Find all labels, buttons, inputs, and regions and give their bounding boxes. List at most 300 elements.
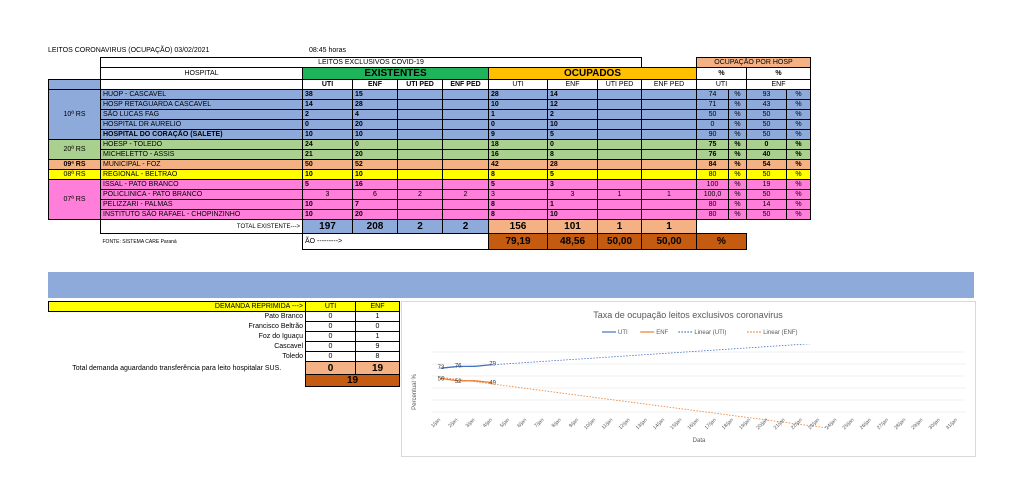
city-name: Toledo [49, 352, 306, 362]
cell: 5 [548, 130, 598, 140]
blue-band [48, 272, 974, 298]
cell: 6 [353, 190, 398, 200]
rs-label: 10ª RS [49, 90, 101, 140]
cell [398, 180, 443, 190]
hospital-header: HOSPITAL [101, 68, 303, 80]
cell: % [729, 160, 747, 170]
cell: 0 [747, 140, 787, 150]
table-row [49, 130, 811, 140]
x-tick-label: 21/jan [772, 417, 787, 432]
x-tick-label: 11/jan [600, 417, 615, 431]
cell: 50 [747, 210, 787, 220]
cell [443, 120, 489, 130]
cell: % [729, 190, 747, 200]
cell: % [729, 130, 747, 140]
hospital-name: HOSP RETAGUARDA CASCAVEL [101, 100, 303, 110]
legend-label: Linear (UTI) [694, 330, 727, 336]
chart-title: Taxa de ocupação leitos exclusivos coronavirus [593, 310, 783, 320]
data-label: 76 [454, 363, 462, 370]
x-tick-label: 15/jan [669, 417, 684, 432]
cell [398, 140, 443, 150]
chart-x-label: Data [692, 438, 706, 444]
cell: 0 [306, 312, 356, 322]
pct-cell: 50,00 [598, 234, 642, 250]
x-tick-label: 24/jan [824, 417, 839, 432]
series-line [441, 377, 958, 445]
total-cell: 156 [489, 220, 548, 234]
cell: 4 [353, 110, 398, 120]
city-name: Foz do Iguaçu [49, 332, 306, 342]
demanda-row [49, 342, 445, 352]
cell: 10 [489, 100, 548, 110]
cell: 50 [747, 130, 787, 140]
x-tick-label: 2/jan [447, 417, 460, 430]
data-label: 49 [489, 380, 496, 387]
hospital-name: HOESP - TOLEDO [101, 140, 303, 150]
cell: % [787, 130, 811, 140]
cell [598, 180, 642, 190]
table-row [49, 110, 811, 120]
cell: 9 [489, 130, 548, 140]
cell: 10 [303, 170, 353, 180]
cell: 1 [489, 110, 548, 120]
cell [598, 170, 642, 180]
cell: % [729, 140, 747, 150]
cell [598, 140, 642, 150]
cell: 0 [353, 140, 398, 150]
table-row [49, 200, 811, 210]
col-enf: ENF [353, 80, 398, 90]
cell: % [729, 210, 747, 220]
cell: % [787, 120, 811, 130]
cell: % [729, 150, 747, 160]
fonte-text: FONTE: SISTEMA CARE Paraná [102, 238, 177, 245]
cell [443, 150, 489, 160]
cell: 9 [356, 342, 400, 352]
table-row [49, 140, 811, 150]
series-line [441, 378, 493, 382]
cell: % [729, 180, 747, 190]
hospital-name: MICHELETTO - ASSIS [101, 150, 303, 160]
x-tick-label: 1/jan [430, 417, 443, 430]
city-name: Francisco Beltrão [49, 322, 306, 332]
chart-grid [432, 352, 966, 412]
cell: 50 [303, 160, 353, 170]
occupancy-title: OCUPAÇÃO POR HOSP [697, 58, 811, 68]
cell: 8 [489, 200, 548, 210]
x-tick-label: 16/jan [686, 417, 701, 432]
pct-cell: % [697, 234, 747, 250]
cell: % [729, 200, 747, 210]
x-tick-label: 20/jan [755, 417, 770, 432]
demanda-uti-header: UTI [306, 302, 356, 312]
series-line [441, 365, 493, 369]
cell [398, 120, 443, 130]
demanda-row [49, 352, 445, 362]
cell: 90 [697, 130, 729, 140]
sheet-title: LEITOS CORONAVIRUS (OCUPAÇÃO) 03/02/2021 [48, 47, 210, 54]
total-cell: 208 [353, 220, 398, 234]
pct-cell: 48,56 [548, 234, 598, 250]
x-tick-label: 18/jan [720, 417, 735, 432]
cell: 100,0 [697, 190, 729, 200]
cell: 18 [489, 140, 548, 150]
cell [598, 160, 642, 170]
cell: % [787, 200, 811, 210]
pct-cell: 79,19 [489, 234, 548, 250]
x-tick-label: 22/jan [789, 417, 804, 432]
cell: % [729, 120, 747, 130]
col-enf-ped: ENF PED [443, 80, 489, 90]
cell [443, 210, 489, 220]
cell: 20 [353, 210, 398, 220]
total-cell: 1 [598, 220, 642, 234]
rs-label: 09ª RS [49, 160, 101, 170]
cell: 1 [598, 190, 642, 200]
x-tick-label: 9/jan [567, 417, 580, 430]
cell: % [787, 100, 811, 110]
cell: 3 [548, 190, 598, 200]
total-label: TOTAL EXISTENTE---> [101, 220, 303, 234]
cell [598, 110, 642, 120]
data-label: 56 [437, 376, 445, 383]
time-label: 08:45 horas [309, 47, 346, 54]
demanda-table [48, 301, 445, 387]
demanda-note: Total demanda aguardando transferência para leito hospitalar SUS. [49, 362, 306, 375]
table-row [49, 120, 811, 130]
cell: % [729, 170, 747, 180]
cell [598, 150, 642, 160]
legend-label: ENF [656, 330, 669, 336]
cell [642, 120, 697, 130]
cell: 10 [353, 130, 398, 140]
sum-cell: 19 [356, 362, 400, 375]
cell [398, 170, 443, 180]
x-tick-label: 26/jan [858, 417, 873, 432]
rs-label: 08ª RS [49, 170, 101, 180]
col-o-uti: UTI [489, 80, 548, 90]
x-tick-label: 8/jan [550, 417, 563, 430]
cell: 8 [489, 170, 548, 180]
occupancy-chart [401, 301, 976, 457]
data-label: 52 [454, 378, 462, 385]
cell: 50 [697, 110, 729, 120]
sum-cell: 0 [306, 362, 356, 375]
x-tick-label: 7/jan [533, 417, 546, 430]
cell: 50 [747, 120, 787, 130]
demanda-total-row [49, 375, 445, 387]
cell [642, 180, 697, 190]
cell: 52 [353, 160, 398, 170]
cell: 0 [306, 342, 356, 352]
cell: 50 [747, 170, 787, 180]
city-name: Cascavel [49, 342, 306, 352]
cell: 16 [489, 150, 548, 160]
total-cell: 1 [642, 220, 697, 234]
cell: 10 [303, 130, 353, 140]
cell [642, 210, 697, 220]
cell: 0 [303, 120, 353, 130]
cell [598, 130, 642, 140]
cell: 75 [697, 140, 729, 150]
table-row [49, 90, 811, 100]
cell: 7 [353, 200, 398, 210]
hospital-name: INSTITUTO SÃO RAFAEL - CHOPINZINHO [101, 210, 303, 220]
cell: 5 [548, 170, 598, 180]
hospital-name: HOSPITAL DR AURELIO [101, 120, 303, 130]
demanda-row [49, 332, 445, 342]
x-tick-label: 31/jan [944, 417, 959, 432]
hospital-name: HOSPITAL DO CORAÇÃO (SALETE) [101, 130, 303, 140]
cell: 3 [303, 190, 353, 200]
cell: 38 [303, 90, 353, 100]
ocupacao-label: ÃO ---------> [303, 234, 489, 250]
cell [598, 90, 642, 100]
cell: 84 [697, 160, 729, 170]
col-o-uti-ped: UTI PED [598, 80, 642, 90]
cell: 28 [489, 90, 548, 100]
cell: % [729, 100, 747, 110]
x-tick-label: 5/jan [499, 417, 511, 430]
cell: 12 [548, 100, 598, 110]
hospital-name: HUOP - CASCAVEL [101, 90, 303, 100]
hospital-table [48, 57, 811, 250]
cell [443, 180, 489, 190]
cell: 14 [303, 100, 353, 110]
cell: 28 [548, 160, 598, 170]
cell: 3 [548, 180, 598, 190]
cell: 10 [303, 210, 353, 220]
cell: 21 [303, 150, 353, 160]
cell: 20 [353, 150, 398, 160]
cell [642, 90, 697, 100]
cell: 0 [306, 332, 356, 342]
city-name: Pato Branco [49, 312, 306, 322]
col-uti: UTI [303, 80, 353, 90]
cell: 14 [548, 90, 598, 100]
cell [443, 170, 489, 180]
demanda-row [49, 322, 445, 332]
data-label: 79 [489, 361, 496, 368]
cell [642, 130, 697, 140]
hospital-name: PELIZZARI - PALMAS [101, 200, 303, 210]
data-label: 73 [437, 365, 445, 372]
cell [443, 200, 489, 210]
hospital-name: MUNICIPAL - FOZ [101, 160, 303, 170]
x-tick-label: 13/jan [634, 417, 649, 432]
cell: 0 [306, 352, 356, 362]
x-tick-label: 6/jan [516, 417, 529, 430]
ocupados-header: OCUPADOS [489, 68, 697, 80]
cell: % [787, 210, 811, 220]
pct-row [49, 234, 811, 250]
cell [598, 120, 642, 130]
cell: 1 [356, 332, 400, 342]
cell: 0 [697, 120, 729, 130]
demanda-title: DEMANDA REPRIMIDA ---> [49, 302, 306, 312]
cell: 1 [548, 200, 598, 210]
cell [398, 160, 443, 170]
cell: 80 [697, 200, 729, 210]
x-tick-label: 25/jan [841, 417, 856, 432]
rs-label: 20ª RS [49, 140, 101, 160]
cell [398, 210, 443, 220]
cell: % [787, 90, 811, 100]
col-o-enf: ENF [548, 80, 598, 90]
cell: 24 [303, 140, 353, 150]
x-tick-label: 19/jan [738, 417, 753, 432]
x-tick-label: 17/jan [703, 417, 718, 432]
x-tick-label: 3/jan [464, 417, 477, 430]
pct-uti-header: % [697, 68, 747, 80]
cell [443, 100, 489, 110]
total-cell: 2 [443, 220, 489, 234]
demanda-sum-row [49, 362, 445, 375]
chart-x-ticks [430, 417, 959, 431]
cell: 0 [489, 120, 548, 130]
table-row [49, 190, 811, 200]
col-p-uti: UTI [697, 80, 747, 90]
existentes-header: EXISTENTES [303, 68, 489, 80]
x-tick-label: 23/jan [807, 417, 821, 432]
cell [443, 140, 489, 150]
cell: % [787, 190, 811, 200]
cell: % [787, 160, 811, 170]
total-cell: 19 [306, 375, 400, 387]
pct-enf-header: % [747, 68, 811, 80]
cell [398, 130, 443, 140]
rs-label: 07ª RS [49, 180, 101, 220]
col-o-enf-ped: ENF PED [642, 80, 697, 90]
total-cell: 101 [548, 220, 598, 234]
cell [642, 200, 697, 210]
totals-row [49, 220, 811, 234]
table-row [49, 160, 811, 170]
chart-y-label: Percentual % [412, 374, 418, 410]
cell [642, 160, 697, 170]
cell: 76 [697, 150, 729, 160]
cell [598, 210, 642, 220]
cell: 80 [697, 210, 729, 220]
cell: 5 [489, 180, 548, 190]
cell [398, 100, 443, 110]
table-row [49, 100, 811, 110]
cell: 15 [353, 90, 398, 100]
hospital-name: REGIONAL - BELTRAO [101, 170, 303, 180]
cell [598, 200, 642, 210]
cell: % [729, 90, 747, 100]
table-row [49, 210, 811, 220]
cell: % [787, 150, 811, 160]
total-cell: 2 [398, 220, 443, 234]
cell: 74 [697, 90, 729, 100]
table-row [49, 150, 811, 160]
series-line [441, 334, 958, 368]
cell: 20 [353, 120, 398, 130]
cell: 50 [747, 190, 787, 200]
x-tick-label: 29/jan [910, 417, 925, 432]
cell: 2 [398, 190, 443, 200]
cell: 5 [303, 180, 353, 190]
legend-label: Linear (ENF) [763, 330, 798, 336]
x-tick-label: 12/jan [617, 417, 632, 432]
hospital-name: POLICLINICA - PATO BRANCO [101, 190, 303, 200]
cell [398, 200, 443, 210]
cell: 14 [747, 200, 787, 210]
cell: % [787, 140, 811, 150]
legend-label: UTI [618, 330, 628, 336]
col-uti-ped: UTI PED [398, 80, 443, 90]
covid-subtitle: LEITOS EXCLUSIVOS COVID-19 [101, 58, 642, 68]
cell: 19 [747, 180, 787, 190]
cell: % [787, 180, 811, 190]
table-row [49, 170, 811, 180]
pct-cell: 50,00 [642, 234, 697, 250]
cell [642, 170, 697, 180]
chart-svg [402, 302, 975, 456]
cell: 1 [356, 312, 400, 322]
col-p-enf: ENF [747, 80, 811, 90]
hospital-name: ISSAL - PATO BRANCO [101, 180, 303, 190]
cell: 10 [353, 170, 398, 180]
cell: % [729, 110, 747, 120]
cell: 71 [697, 100, 729, 110]
cell: 10 [303, 200, 353, 210]
cell [443, 130, 489, 140]
chart-legend [602, 330, 798, 336]
cell: 0 [306, 322, 356, 332]
cell [598, 100, 642, 110]
cell: 0 [548, 140, 598, 150]
cell [443, 110, 489, 120]
cell: 43 [747, 100, 787, 110]
cell: 2 [443, 190, 489, 200]
table-row [49, 180, 811, 190]
cell [443, 160, 489, 170]
cell: 40 [747, 150, 787, 160]
cell: 8 [489, 210, 548, 220]
cell: % [787, 170, 811, 180]
cell [642, 110, 697, 120]
demanda-enf-header: ENF [356, 302, 400, 312]
cell [398, 110, 443, 120]
x-tick-label: 30/jan [927, 417, 942, 432]
cell: 8 [356, 352, 400, 362]
cell: 10 [548, 210, 598, 220]
cell: 54 [747, 160, 787, 170]
cell: 28 [353, 100, 398, 110]
cell: 2 [303, 110, 353, 120]
cell: 16 [353, 180, 398, 190]
cell: 0 [356, 322, 400, 332]
cell: 42 [489, 160, 548, 170]
cell: 2 [548, 110, 598, 120]
cell: 10 [548, 120, 598, 130]
cell: 8 [548, 150, 598, 160]
cell: 50 [747, 110, 787, 120]
cell [398, 90, 443, 100]
cell: 80 [697, 170, 729, 180]
total-cell: 197 [303, 220, 353, 234]
cell [642, 140, 697, 150]
cell [642, 100, 697, 110]
demanda-row [49, 312, 445, 322]
cell: 100 [697, 180, 729, 190]
cell: 1 [642, 190, 697, 200]
cell: 93 [747, 90, 787, 100]
x-tick-label: 28/jan [893, 417, 908, 432]
cell: % [787, 110, 811, 120]
